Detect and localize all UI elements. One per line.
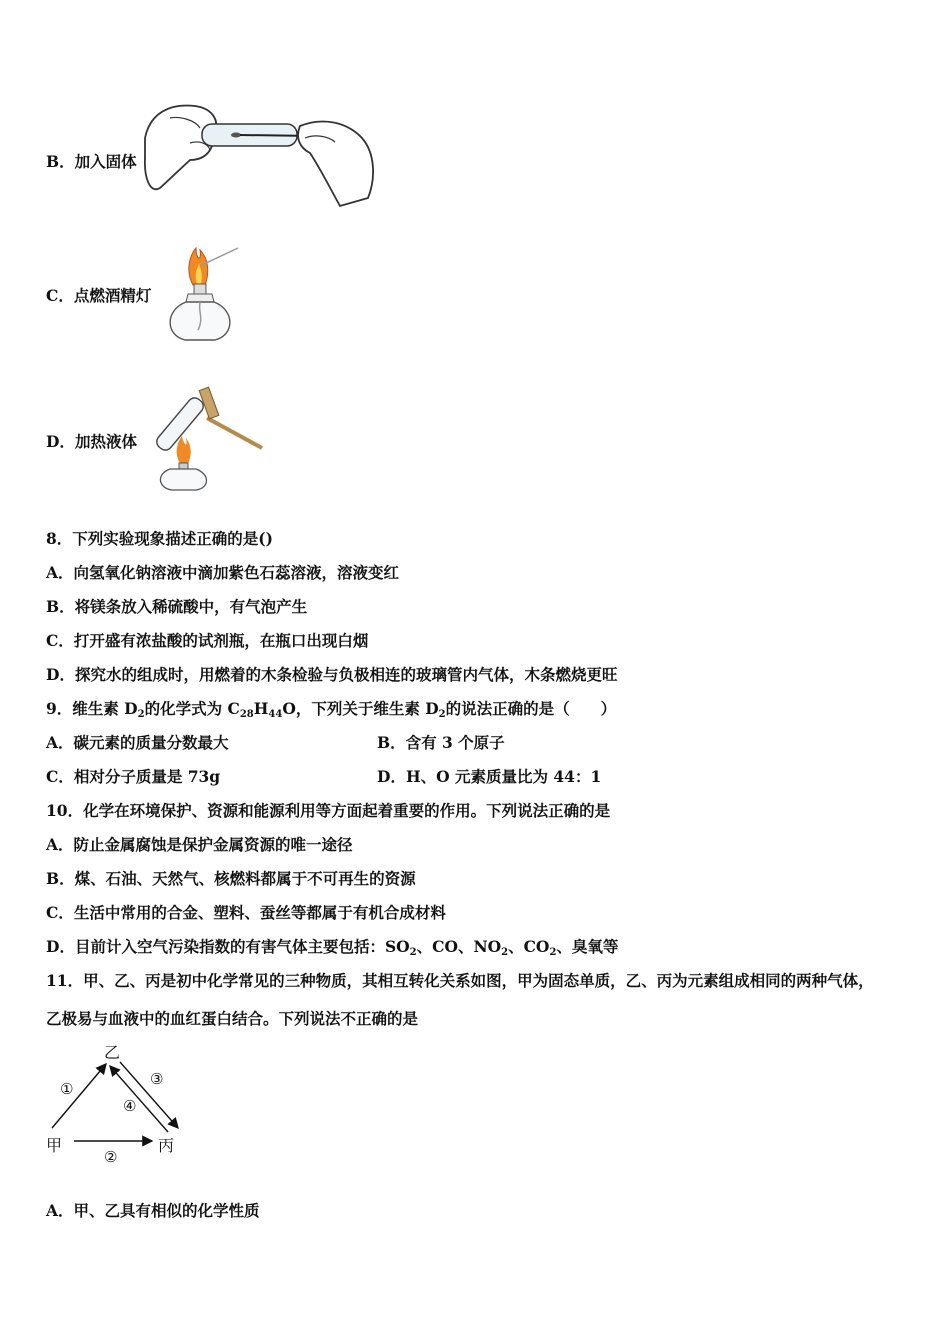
q11-stem-line1: 11．甲、乙、丙是初中化学常见的三种物质，其相互转化关系如图，甲为固态单质，乙、丙为元素组成相同的两种气体， <box>46 971 874 990</box>
option-d-heat-liquid: D．加热液体 <box>46 432 137 451</box>
q8-option-c: C．打开盛有浓盐酸的试剂瓶，在瓶口出现白烟 <box>46 631 369 650</box>
node-yi: 乙 <box>104 1043 121 1062</box>
option-b-add-solid: B．加入固体 <box>46 152 137 171</box>
arrow-yi-to-bing <box>120 1062 178 1128</box>
q8-option-a: A．向氢氧化钠溶液中滴加紫色石蕊溶液，溶液变红 <box>46 563 400 582</box>
q9-option-d: D．H、O 元素质量比为 44：1 <box>377 767 602 786</box>
q8-option-d: D．探究水的组成时，用燃着的木条检验与负极相连的玻璃管内气体，木条燃烧更旺 <box>46 665 618 684</box>
heat-liquid-illustration <box>152 378 267 493</box>
q10-option-d: D．目前计入空气污染指数的有害气体主要包括：$SO_2$、CO、$NO_2$、$CO_2$、臭氧等 <box>46 937 619 958</box>
q9-stem: 9．维生素 $D_2$的化学式为 $C_{28}H_{44}O$，下列关于维生素 $D_2$的说法正确的是（ ） <box>46 699 617 720</box>
label-arrow-2: ② <box>104 1148 118 1166</box>
light-lamp-illustration <box>160 240 240 345</box>
label-arrow-1: ① <box>60 1080 74 1098</box>
q8-option-b: B．将镁条放入稀硫酸中，有气泡产生 <box>46 597 308 616</box>
q9-option-c: C．相对分子质量是 73g <box>46 767 221 786</box>
q9-option-b: B．含有 3 个原子 <box>377 733 505 752</box>
label-arrow-4: ④ <box>123 1097 137 1115</box>
q10-option-b: B．煤、石油、天然气、核燃料都属于不可再生的资源 <box>46 869 416 888</box>
q10-stem: 10．化学在环境保护、资源和能源利用等方面起着重要的作用。下列说法正确的是 <box>46 801 611 820</box>
add-solid-illustration <box>140 98 378 210</box>
q11-option-a: A．甲、乙具有相似的化学性质 <box>46 1201 260 1220</box>
q8-stem: 8．下列实验现象描述正确的是() <box>46 529 273 548</box>
conversion-diagram <box>44 1040 194 1170</box>
q9-option-a: A．碳元素的质量分数最大 <box>46 733 229 752</box>
node-bing: 丙 <box>158 1136 175 1155</box>
option-c-light-lamp: C．点燃酒精灯 <box>46 286 152 305</box>
label-arrow-3: ③ <box>150 1070 164 1088</box>
q10-option-c: C．生活中常用的合金、塑料、蚕丝等都属于有机合成材料 <box>46 903 446 922</box>
q10-option-a: A．防止金属腐蚀是保护金属资源的唯一途径 <box>46 835 353 854</box>
q11-stem-line2: 乙极易与血液中的血红蛋白结合。下列说法不正确的是 <box>46 1009 419 1028</box>
node-jia: 甲 <box>46 1136 63 1155</box>
